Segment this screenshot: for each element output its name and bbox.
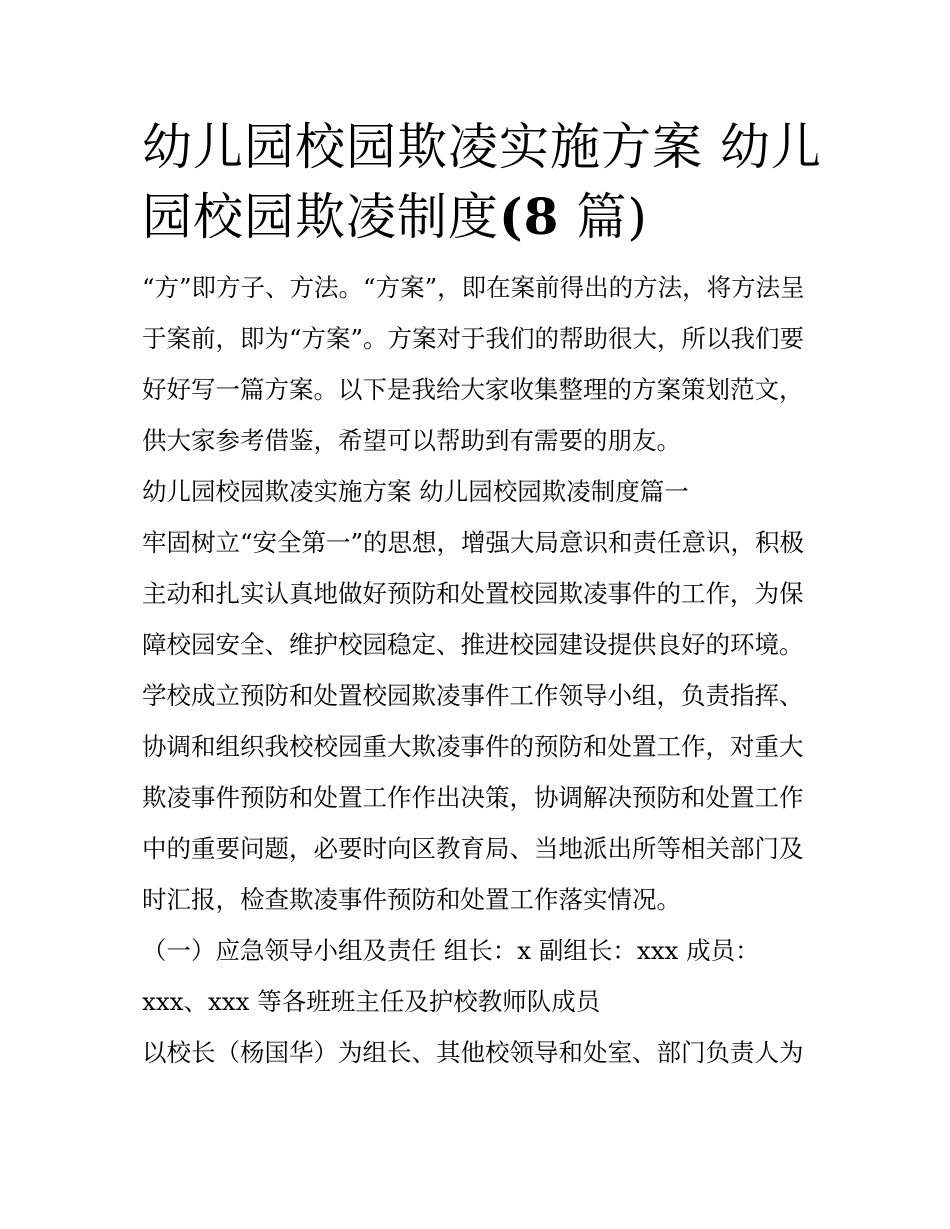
title-line-2-tail: 篇) [559,188,648,246]
body-paragraph-3 [142,925,822,1027]
intro-paragraph [142,262,822,466]
title-line-2 [142,182,822,252]
document-title [142,112,822,252]
text-line: 欺凌事件预防和处置工作作出决策，协调解决预防和处置工作 [142,783,804,812]
title-line-2-bold: (8 [499,187,560,246]
text-line: 供大家参考借鉴，希望可以帮助到有需要的朋友。 [142,426,681,455]
text-line: 于案前，即为“方案”。方案对于我们的帮助很大，所以我们要 [142,324,805,353]
text-line: 中的重要问题，必要时向区教育局、当地派出所等相关部门及 [142,834,804,863]
text-line: 牢固树立“安全第一”的思想，增强大局意识和责任意识，积极 [142,528,805,557]
body-paragraph-4 [142,1027,822,1078]
title-line-2-text: 园校园欺凌制度 [142,188,499,246]
text-line: 主动和扎实认真地做好预防和处置校园欺凌事件的工作，为保 [142,579,804,608]
text-line: 以校长（杨国华）为组长、其他校领导和处室、部门负责人为 [142,1038,804,1067]
text-line: 时汇报，检查欺凌事件预防和处置工作落实情况。 [142,885,681,914]
body-paragraph-1 [142,517,822,670]
text-line: （一）应急领导小组及责任 组长：x 副组长：xxx 成员： [142,936,760,965]
section-heading [142,466,822,517]
document-page [142,112,822,1078]
text-line: 好好写一篇方案。以下是我给大家收集整理的方案策划范文， [142,375,804,404]
text-line: 学校成立预防和处置校园欺凌事件工作领导小组，负责指挥、 [142,681,804,710]
text-line: 障校园安全、维护校园稳定、推进校园建设提供良好的环境。 [142,630,804,659]
text-line: “方”即方子、方法。“方案”，即在案前得出的方法，将方法呈 [142,273,805,302]
text-line: 协调和组织我校校园重大欺凌事件的预防和处置工作，对重大 [142,732,804,761]
text-line: 幼儿园校园欺凌实施方案 幼儿园校园欺凌制度篇一 [142,477,689,506]
body-paragraph-2 [142,670,822,925]
text-line: xxx、xxx 等各班班主任及护校教师队成员 [142,987,601,1016]
title-line-1: 幼儿园校园欺凌实施方案 幼儿 [142,118,822,176]
